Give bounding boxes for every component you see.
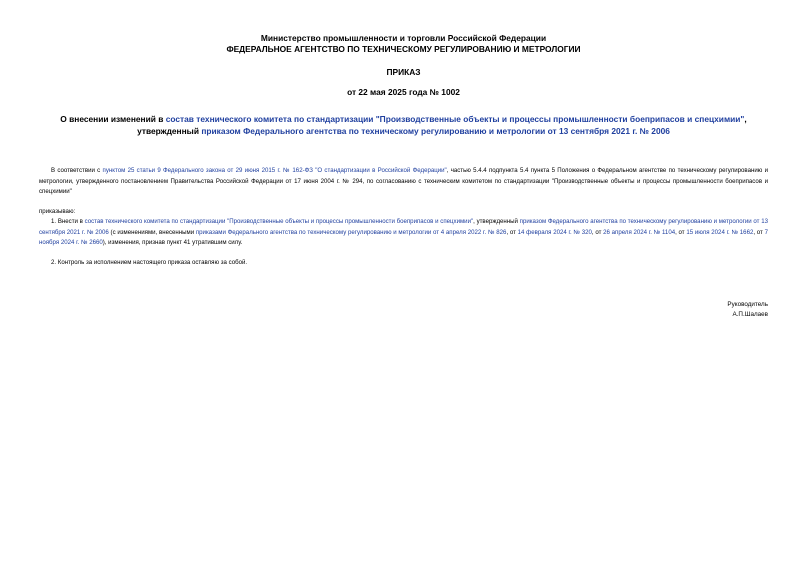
order-2006-link[interactable]: приказом Федерального агентства по техническому регулированию и метрологии от 13 сентября 2021 г. № 2006	[39, 218, 768, 236]
signer-title: Руководитель	[727, 301, 768, 308]
law-link[interactable]: пунктом 25 статьи 9 Федерального закона от 29 июня 2015 г. № 162-ФЗ "О стандартизации в Российской Федерации"	[102, 167, 447, 174]
item-1-paragraph	[39, 217, 768, 249]
committee-link[interactable]: состав технического комитета по стандартизации "Производственные объекты и процессы промышленности боеприпасов и спецхимии"	[84, 218, 474, 225]
document-type: ПРИКАЗ	[386, 67, 421, 77]
signature-block	[727, 300, 768, 320]
item-text: ), изменения, признав пункт 41 утратившим силу.	[102, 239, 243, 246]
preamble-text: В соответствии с	[51, 167, 103, 174]
preamble-text: , частью 5.4.4 подпункта 5.4 пункта 5 Положения о Федеральном агентстве по техническому регулированию и метрологии, утвержденного постановлением Правительства Российской Федерации от 17 июня 2004 г. № 294, по согласованию с техническим комитетом по стандартизации "Производственные объекты и процессы промышленности боеприпасов и спецхимии"	[39, 167, 768, 195]
item-text: , от	[753, 228, 765, 236]
ministry-name: Министерство промышленности и торговли Российской Федерации	[260, 33, 547, 43]
preamble-paragraph	[39, 166, 768, 198]
item-2-paragraph: 2. Контроль за исполнением настоящего приказа оставляю за собой.	[51, 259, 248, 266]
order-2660-link[interactable]: 7 ноября 2024 г. № 2660	[39, 228, 768, 246]
item-text: , от	[675, 228, 687, 236]
item-text: (с изменениями, внесенными	[108, 228, 196, 236]
subject-link-order[interactable]: приказом Федерального агентства по техническому регулированию и метрологии от 13 сентября 2021 г. № 2006	[201, 125, 670, 136]
subject-text: , утвержденный	[137, 114, 747, 136]
order-1662-link[interactable]: 15 июля 2024 г. № 1662	[686, 228, 754, 236]
agency-name: ФЕДЕРАЛЬНОЕ АГЕНТСТВО ПО ТЕХНИЧЕСКОМУ РЕГУЛИРОВАНИЮ И МЕТРОЛОГИИ	[226, 44, 581, 54]
subject-link-committee[interactable]: состав технического комитета по стандартизации "Производственные объекты и процессы промышленности боеприпасов и спецхимии"	[165, 114, 745, 124]
item-text: 1. Внести в	[51, 218, 85, 225]
item-text: , утвержденный	[473, 218, 520, 225]
item-text: , от	[591, 228, 604, 236]
order-320-link[interactable]: 14 февраля 2024 г. № 320	[517, 228, 592, 236]
order-1104-link[interactable]: 26 апреля 2024 г. № 1104	[603, 228, 676, 236]
signer-name: А.П.Шалаев	[732, 311, 768, 318]
item-text: , от	[506, 228, 518, 236]
document-subject	[30, 114, 777, 137]
subject-text: О внесении изменений в	[60, 114, 166, 124]
order-826-link[interactable]: приказами Федерального агентства по техническому регулированию и метрологии от 4 апреля 2022 г. № 826	[195, 228, 507, 236]
order-word: приказываю:	[39, 208, 76, 215]
document-date: от 22 мая 2025 года № 1002	[347, 87, 460, 97]
